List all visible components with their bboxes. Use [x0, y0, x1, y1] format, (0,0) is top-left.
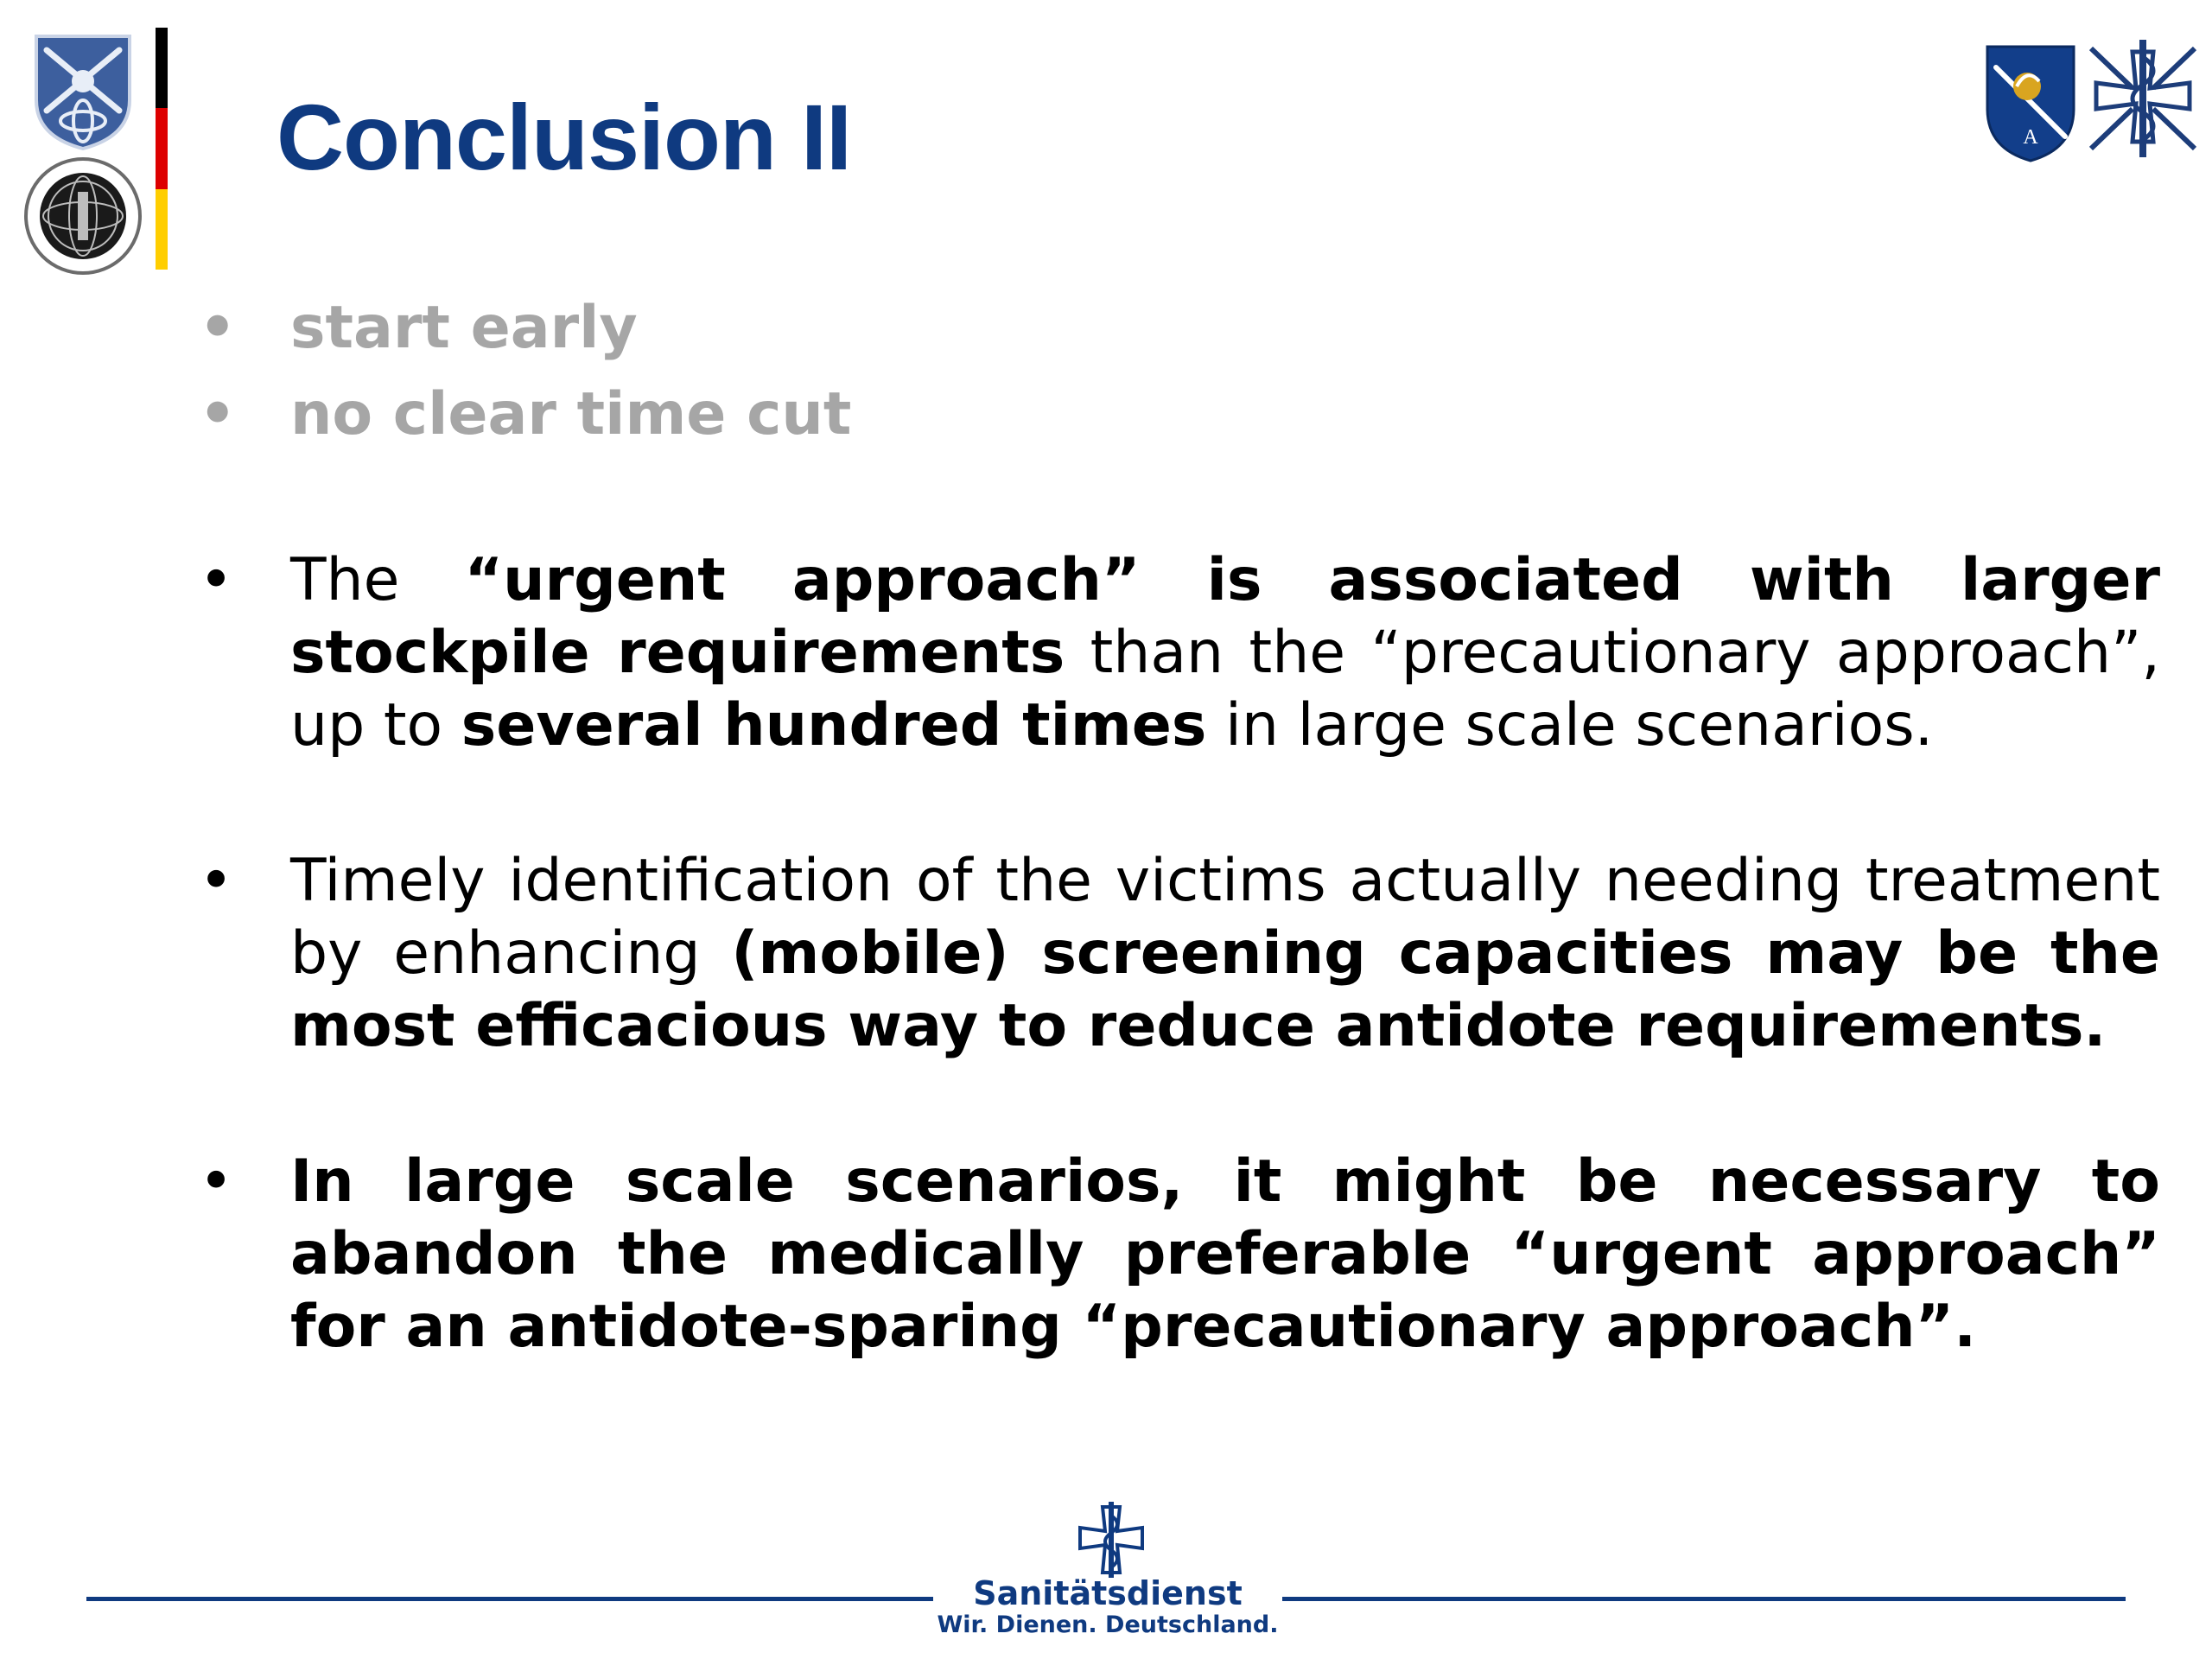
bullet-emphasis: “urgent approach” is associated with larger stockpile requirements: [290, 546, 2160, 687]
bullet-text: Timely identification of the victims actually needing treatment by enhancing: [290, 847, 2160, 988]
slide-body: [199, 285, 2160, 1363]
footer-divider: [86, 1597, 933, 1601]
academy-shield-icon: [1982, 41, 2079, 164]
bullet-item: [199, 372, 2160, 458]
bullet-emphasis: In large scale scenarios, it might be necessary to abandon the medically preferable “urgent approach” for an antidote-sparing “precautionary approach”.: [290, 1147, 2160, 1361]
military-crest-icon: [31, 31, 135, 152]
bullet-marker: •: [199, 847, 234, 915]
footer-brand-name: Sanitätsdienst: [973, 1574, 1243, 1612]
bullet-marker: •: [199, 546, 234, 614]
bullet-text: start early: [290, 294, 638, 362]
bullet-item: [199, 544, 2160, 762]
medical-service-cross-icon: [2084, 31, 2202, 166]
bullet-emphasis: (mobile) screening capacities may be the most efficacious way to reduce antidote requirements.: [290, 919, 2160, 1060]
bullet-item: [199, 285, 2160, 372]
bullet-item: [199, 845, 2160, 1063]
bullet-marker: •: [199, 380, 237, 448]
slide-title: Conclusion II: [276, 85, 852, 189]
svg-text:A: A: [2023, 126, 2038, 149]
bullet-text: no clear time cut: [290, 380, 852, 448]
german-flag-bar: [156, 28, 168, 270]
university-seal-icon: [22, 156, 143, 276]
sanitaetsdienst-emblem-icon: [1075, 1500, 1147, 1580]
bullet-text: in large scale scenarios.: [1206, 691, 1934, 760]
bullet-item: [199, 1146, 2160, 1363]
bullet-marker: •: [199, 294, 237, 362]
bullet-text: than the “precautionary approach”, up to: [290, 619, 2160, 760]
bullet-emphasis: several hundred times: [461, 691, 1207, 760]
footer-divider: [1282, 1597, 2126, 1601]
bullet-marker: •: [199, 1147, 234, 1216]
footer-brand: [933, 1574, 1282, 1638]
bullet-text: The: [290, 546, 465, 614]
footer-slogan: Wir. Dienen. Deutschland.: [937, 1611, 1279, 1638]
